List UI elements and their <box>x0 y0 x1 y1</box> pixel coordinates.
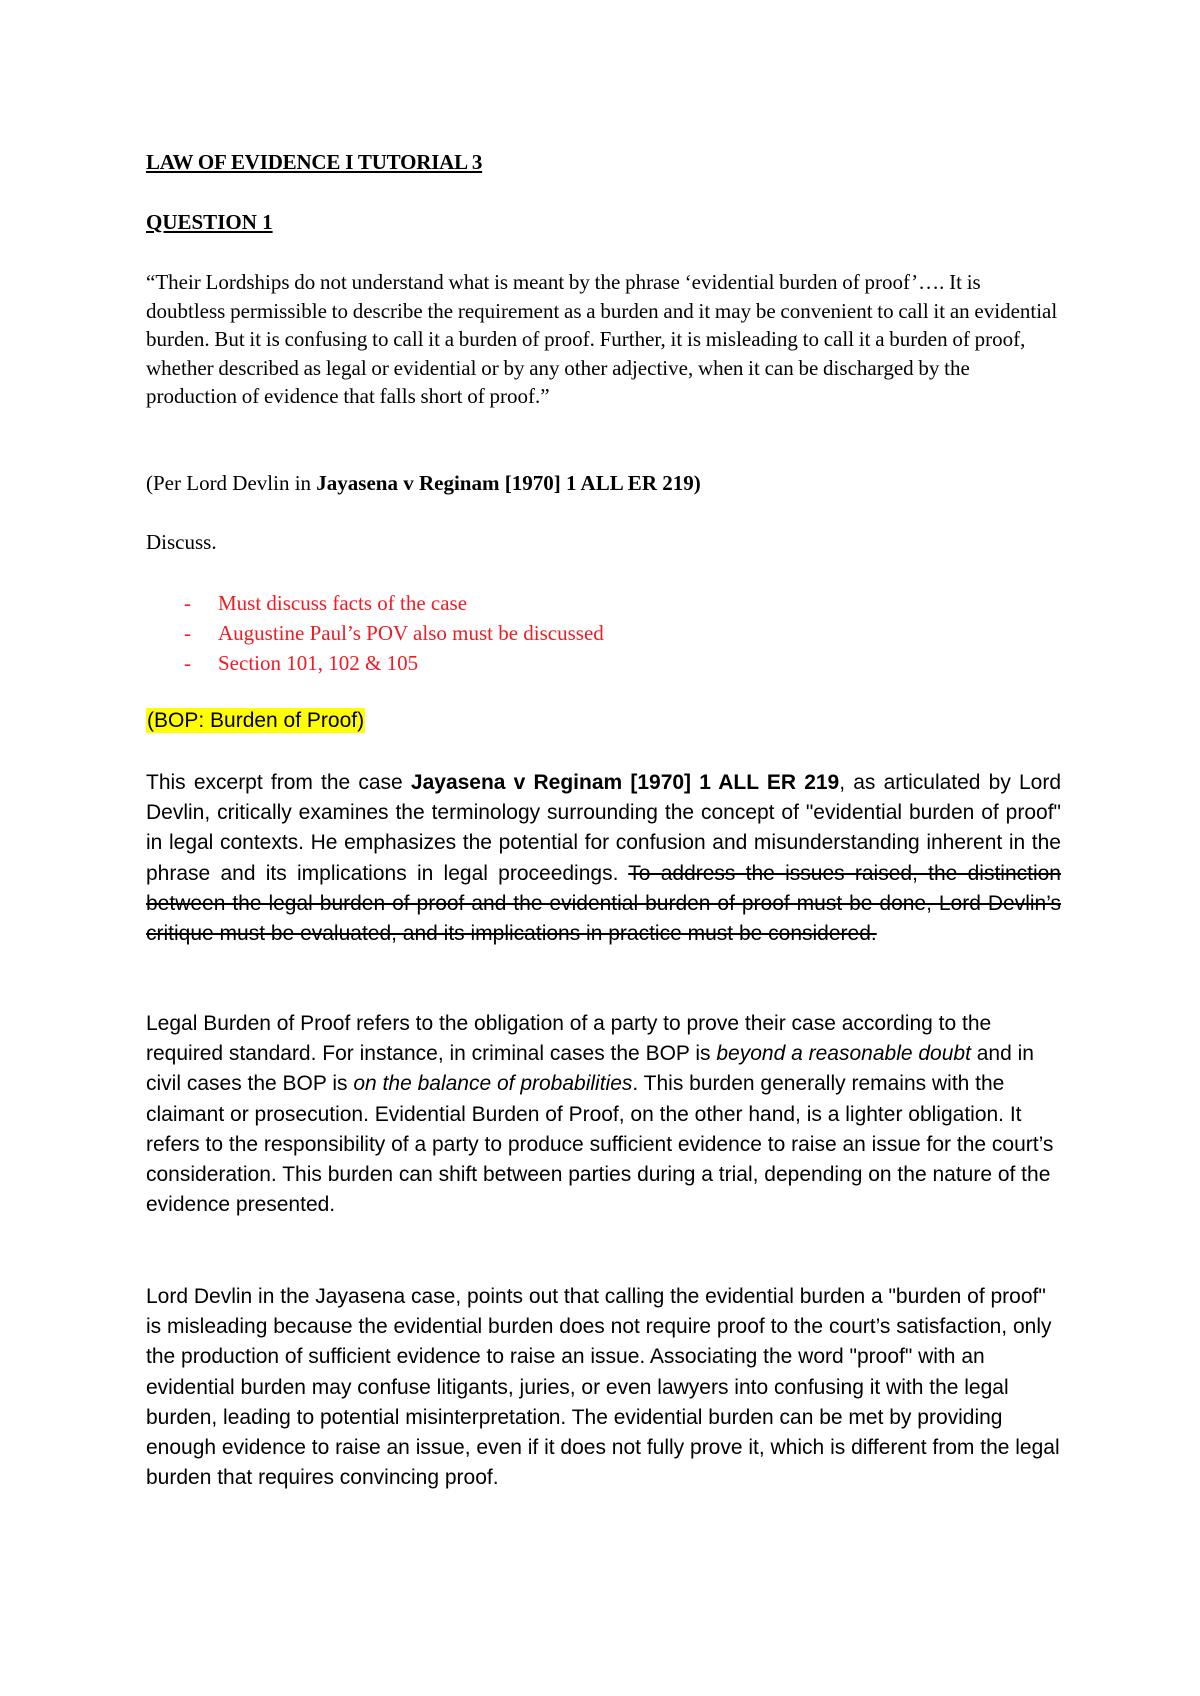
note-text: Section 101, 102 & 105 <box>218 651 419 675</box>
note-text: Augustine Paul’s POV also must be discussed <box>218 621 604 645</box>
document-title: LAW OF EVIDENCE I TUTORIAL 3 <box>146 150 483 174</box>
italic-text: beyond a reasonable doubt <box>716 1042 971 1066</box>
paragraph-text: , as articulated by Lord Devlin, critically examines the terminology surrounding the concept of "evidential burden of proof" in legal contexts. He emphasizes the potential for confusion and misunderstanding inherent in the phrase and its implications in legal proceedings. <box>146 771 1062 885</box>
list-item <box>146 618 1061 648</box>
question-heading: QUESTION 1 <box>146 210 273 234</box>
bullet-dash: - <box>184 651 191 675</box>
bullet-dash: - <box>184 621 191 645</box>
italic-text: on the balance of probabilities <box>353 1072 633 1096</box>
paragraph-text: and in civil cases the BOP is <box>146 1042 1034 1096</box>
paragraph-text: This excerpt from the case <box>146 771 411 794</box>
list-item <box>146 648 1061 678</box>
paragraph-text: . This burden generally remains with the claimant or prosecution. Evidential Burden of Proof, on the other hand, is a lighter obligation. It refers to the responsibility of a party to produce sufficient evidence to raise an issue for the court’s consideration. This burden can shift between parties during a trial, depending on the nature of the evidence presented. <box>146 1072 1054 1217</box>
quote-block: “Their Lordships do not understand what is meant by the phrase ‘evidential burden of proof’…. It is doubtless permissible to describe the requirement as a burden and it may be convenient to call it an evidential burden. But it is confusing to call it a burden of proof. Further, it is misleading to call it a burden of proof, whether described as legal or evidential or by any other adjective, when it can be discharged by the production of evidence that falls short of proof.” <box>146 270 1058 408</box>
paragraph-legal-burden <box>146 1009 1061 1220</box>
list-item <box>146 588 1061 618</box>
instruction-text: Discuss. <box>146 530 217 554</box>
paragraph-devlin-analysis: Lord Devlin in the Jayasena case, points out that calling the evidential burden a "burden of proof" is misleading because the evidential burden does not require proof to the court’s satisfaction, only the production of sufficient evidence to raise an issue. Associating the word "proof" with an evidential burden may confuse litigants, juries, or even lawyers into confusing it with the legal burden, leading to potential misinterpretation. The evidential burden can be met by providing enough evidence to raise an issue, even if it does not fully prove it, which is different from the legal burden that requires convincing proof. <box>146 1285 1060 1490</box>
highlighted-text: (BOP: Burden of Proof) <box>147 709 365 732</box>
bullet-dash: - <box>184 591 191 615</box>
citation-case: Jayasena v Reginam [1970] 1 ALL ER 219) <box>316 471 701 495</box>
notes-list <box>146 588 1061 678</box>
paragraph-text: Legal Burden of Proof refers to the obligation of a party to prove their case according to the required standard. For instance, in criminal cases the BOP is <box>146 1012 992 1066</box>
paragraph-intro <box>146 768 1061 949</box>
bop-definition-tag <box>146 709 365 733</box>
quote-citation <box>146 471 1061 496</box>
note-text: Must discuss facts of the case <box>218 591 468 615</box>
citation-prefix: (Per Lord Devlin in <box>146 471 317 495</box>
case-name-bold: Jayasena v Reginam [1970] 1 ALL ER 219 <box>410 771 840 794</box>
struck-text: To address the issues raised, the distinction between the legal burden of proof and the evidential burden of proof must be done, Lord Devlin’s critique must be evaluated, and its implications in practice must be considered. <box>146 861 1061 946</box>
